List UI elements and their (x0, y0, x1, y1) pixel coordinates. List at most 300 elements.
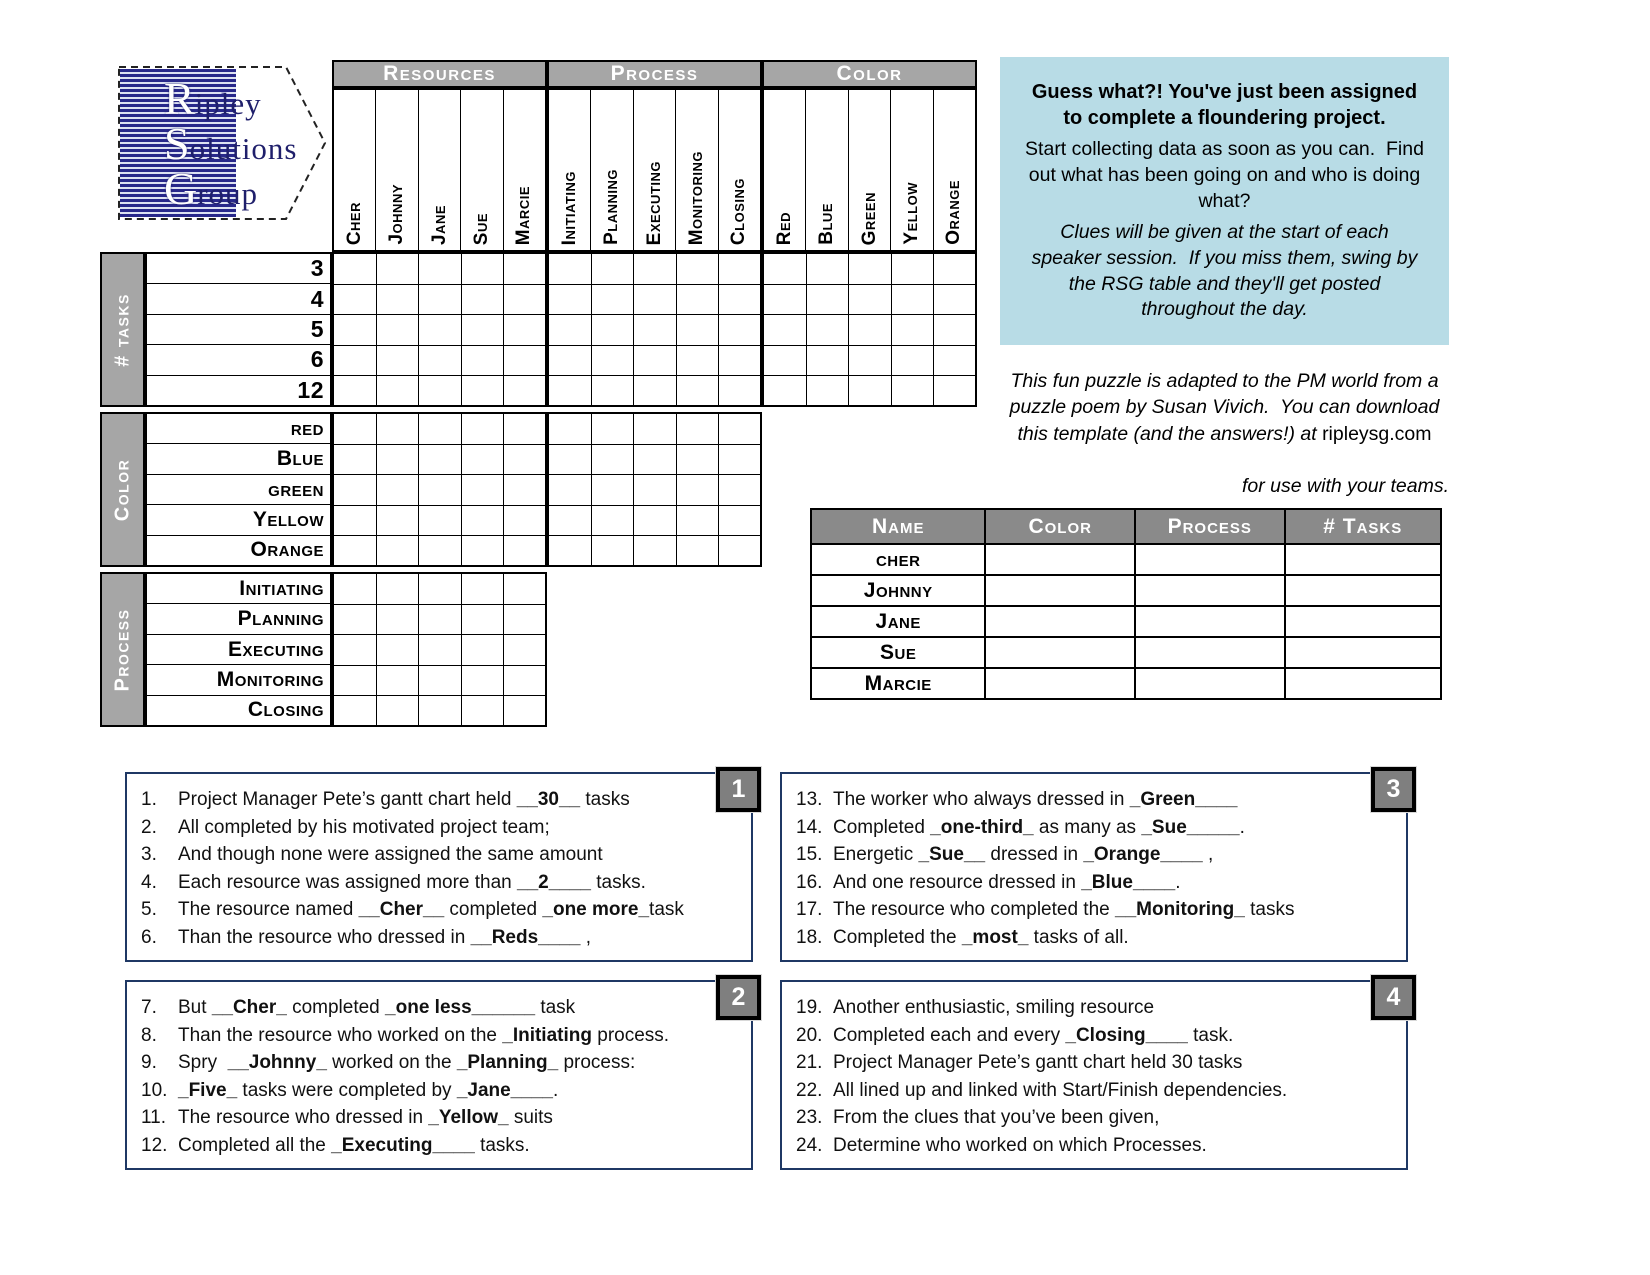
grid-cell[interactable] (591, 444, 633, 474)
grid-cell[interactable] (461, 284, 503, 314)
answer-table (810, 508, 1442, 700)
col-label-text: Planning (601, 169, 623, 245)
grid-cell[interactable] (376, 375, 418, 405)
grid-cell[interactable] (334, 505, 376, 535)
row-label-red: red (147, 414, 330, 444)
clue-4 (141, 869, 745, 897)
clue-number: 19. (796, 997, 823, 1018)
clue-20 (796, 1022, 1400, 1050)
col-label-closing (718, 90, 760, 250)
grid-cell[interactable] (549, 375, 591, 405)
row-group-band-tasks (100, 252, 145, 407)
grid-cell[interactable] (806, 375, 848, 405)
grid-cell[interactable] (334, 375, 376, 405)
grid-cell[interactable] (418, 314, 460, 344)
answer-blank-cell[interactable] (984, 574, 1134, 605)
col-group-header-resources: Resources (332, 60, 547, 88)
grid-cell[interactable] (376, 535, 418, 565)
grid-cell[interactable] (891, 284, 933, 314)
grid-cell[interactable] (764, 345, 806, 375)
grid-cell[interactable] (418, 634, 460, 664)
grid-cell[interactable] (503, 474, 545, 504)
grid-cell[interactable] (418, 474, 460, 504)
grid-cell[interactable] (806, 345, 848, 375)
grid-cell[interactable] (764, 284, 806, 314)
logo-word-rest: roup (197, 176, 259, 211)
grid-cell[interactable] (334, 345, 376, 375)
grid-cell[interactable] (591, 254, 633, 284)
cell-block-color-resources (332, 412, 547, 567)
clue-text-segment: All lined up and linked with Start/Finish dependencies. (833, 1079, 1288, 1101)
row-labels-tasks (145, 252, 332, 407)
answer-blank-cell[interactable] (1284, 605, 1441, 636)
grid-cell[interactable] (676, 505, 718, 535)
grid-cell[interactable] (718, 314, 760, 344)
clue-text-segment: Completed the (833, 926, 962, 948)
grid-cell[interactable] (503, 665, 545, 695)
grid-cell[interactable] (418, 254, 460, 284)
grid-cell[interactable] (503, 284, 545, 314)
answer-blank-cell[interactable] (1134, 605, 1284, 636)
grid-cell[interactable] (334, 444, 376, 474)
grid-cell[interactable] (376, 414, 418, 444)
grid-cell[interactable] (418, 505, 460, 535)
clue-text (178, 994, 575, 1022)
clue-text-segment: tasks of all. (1028, 926, 1129, 948)
grid-cell[interactable] (334, 414, 376, 444)
grid-cell[interactable] (633, 314, 675, 344)
clue-text-segment: And though none were assigned the same amount (178, 844, 603, 865)
grid-cell[interactable] (676, 345, 718, 375)
grid-cell[interactable] (718, 414, 760, 444)
grid-cell[interactable] (418, 604, 460, 634)
grid-cell[interactable] (891, 254, 933, 284)
clue-box-4 (780, 980, 1408, 1170)
grid-cell[interactable] (591, 474, 633, 504)
grid-cell[interactable] (591, 414, 633, 444)
answer-name-cell: Jane (812, 605, 984, 636)
grid-cell[interactable] (503, 414, 545, 444)
grid-cell[interactable] (891, 345, 933, 375)
clue-number: 22. (796, 1079, 823, 1101)
clue-number: 3. (141, 844, 157, 865)
answer-table-header-row (812, 510, 1440, 543)
answer-blank-cell[interactable] (984, 605, 1134, 636)
row-label-orange: Orange (250, 538, 324, 562)
cell-block-tasks-color (762, 252, 977, 407)
clue-text (833, 814, 1245, 842)
grid-cell[interactable] (591, 284, 633, 314)
col-label-text: Blue (816, 203, 838, 245)
grid-cell[interactable] (418, 535, 460, 565)
answer-blank-cell[interactable] (1284, 636, 1441, 667)
grid-cell[interactable] (718, 375, 760, 405)
grid-cell[interactable] (503, 634, 545, 664)
grid-cell[interactable] (718, 535, 760, 565)
clue-text (178, 896, 684, 924)
grid-cell[interactable] (461, 444, 503, 474)
grid-cell[interactable] (503, 444, 545, 474)
clue-23 (796, 1104, 1400, 1132)
cell-block-tasks-resources (332, 252, 547, 407)
col-label-monitoring (675, 90, 717, 250)
grid-cell[interactable] (848, 345, 890, 375)
grid-cell[interactable] (848, 254, 890, 284)
clue-14 (796, 814, 1400, 842)
grid-cell[interactable] (503, 345, 545, 375)
grid-cell[interactable] (633, 414, 675, 444)
row-labels-process (145, 572, 332, 727)
answer-row-sue (812, 636, 1440, 667)
col-labels-color (762, 88, 977, 252)
clue-text (178, 1077, 558, 1105)
answer-header-color: Color (984, 510, 1134, 543)
grid-cell[interactable] (676, 535, 718, 565)
grid-cell[interactable] (334, 535, 376, 565)
grid-cell[interactable] (418, 444, 460, 474)
clue-box-3 (780, 772, 1408, 962)
col-labels-process (547, 88, 762, 252)
grid-cell[interactable] (591, 375, 633, 405)
grid-cell[interactable] (848, 314, 890, 344)
grid-cell[interactable] (764, 375, 806, 405)
col-label-cher (334, 90, 375, 250)
answer-blank-cell[interactable] (984, 543, 1134, 574)
clue-number: 16. (796, 871, 823, 893)
grid-cell[interactable] (334, 474, 376, 504)
grid-cell[interactable] (376, 284, 418, 314)
grid-cell[interactable] (891, 375, 933, 405)
grid-cell[interactable] (718, 444, 760, 474)
clue-answer-blank: _one less______ (385, 997, 536, 1018)
clue-number: 24. (796, 1134, 823, 1156)
answer-name-cell: cher (812, 543, 984, 574)
grid-cell[interactable] (503, 314, 545, 344)
clue-text-segment: Than the resource who worked on the (178, 1024, 503, 1046)
grid-cell[interactable] (334, 634, 376, 664)
clue-text (178, 1049, 635, 1077)
clue-text-segment: , (1202, 844, 1214, 865)
grid-cell[interactable] (334, 314, 376, 344)
grid-cell[interactable] (376, 604, 418, 634)
col-label-text: Closing (728, 177, 750, 245)
grid-cell[interactable] (764, 254, 806, 284)
grid-cell[interactable] (718, 345, 760, 375)
info-box-italic-note: Clues will be given at the start of each speaker session. If you miss them, swing by the RSG table and they'll get posted throughout the day. (1031, 221, 1423, 321)
grid-cell[interactable] (549, 284, 591, 314)
answer-blank-cell[interactable] (1134, 667, 1284, 698)
grid-cell[interactable] (933, 375, 975, 405)
clue-text-segment: Completed each and every (833, 1024, 1066, 1046)
clue-answer-blank: _Blue____ (1081, 871, 1176, 893)
grid-cell[interactable] (549, 474, 591, 504)
clue-box-badge-4: 4 (1371, 975, 1416, 1020)
clue-text (833, 1049, 1242, 1077)
info-box (1000, 57, 1449, 345)
col-label-blue (805, 90, 847, 250)
grid-cell[interactable] (503, 574, 545, 604)
grid-cell[interactable] (503, 604, 545, 634)
grid-cell[interactable] (503, 505, 545, 535)
grid-cell[interactable] (503, 535, 545, 565)
row-label-12: 12 (297, 376, 324, 403)
grid-cell[interactable] (461, 665, 503, 695)
grid-cell[interactable] (591, 535, 633, 565)
grid-cell[interactable] (376, 254, 418, 284)
clue-text-segment: Spry (178, 1052, 228, 1073)
grid-cell[interactable] (503, 695, 545, 725)
grid-cell[interactable] (334, 604, 376, 634)
answer-blank-cell[interactable] (1134, 543, 1284, 574)
grid-cell[interactable] (848, 375, 890, 405)
clue-text-segment: process. (591, 1024, 670, 1046)
grid-cell[interactable] (676, 474, 718, 504)
clue-number: 14. (796, 816, 823, 838)
clue-answer-blank: __2____ (517, 871, 591, 893)
clue-6 (141, 924, 745, 952)
grid-cell[interactable] (461, 634, 503, 664)
clue-number: 18. (796, 926, 823, 948)
clue-text (178, 924, 591, 952)
clue-19 (796, 994, 1400, 1022)
clue-9 (141, 1049, 745, 1077)
grid-cell[interactable] (376, 665, 418, 695)
row-labels-color (145, 412, 332, 567)
grid-cell[interactable] (461, 604, 503, 634)
answer-header-process: Process (1134, 510, 1284, 543)
clue-text-segment: task (535, 997, 576, 1018)
cell-block-color-process (547, 412, 762, 567)
grid-cell[interactable] (806, 254, 848, 284)
clue-text-segment: tasks. (590, 871, 646, 893)
grid-cell[interactable] (461, 505, 503, 535)
col-label-text: Sue (470, 212, 492, 245)
col-label-text: Orange (943, 180, 965, 245)
clue-text-segment: The resource who completed the (833, 899, 1115, 920)
clue-3 (141, 841, 745, 869)
grid-cell[interactable] (764, 314, 806, 344)
grid-cell[interactable] (633, 505, 675, 535)
grid-cell[interactable] (633, 284, 675, 314)
clue-number: 12. (141, 1134, 168, 1156)
grid-cell[interactable] (461, 314, 503, 344)
grid-cell[interactable] (461, 574, 503, 604)
grid-cell[interactable] (633, 254, 675, 284)
grid-cell[interactable] (676, 414, 718, 444)
grid-cell[interactable] (676, 444, 718, 474)
row-group-band-label: Process (111, 608, 133, 691)
clue-text-segment: process: (558, 1052, 636, 1073)
clue-17 (796, 896, 1400, 924)
clue-text (178, 1022, 669, 1050)
grid-cell[interactable] (676, 284, 718, 314)
logo-word-rest: olutions (189, 131, 298, 166)
clue-21 (796, 1049, 1400, 1077)
clue-text-segment: The resource who dressed in (178, 1107, 429, 1128)
clue-text-segment: tasks were completed by (237, 1079, 457, 1101)
grid-cell[interactable] (549, 314, 591, 344)
grid-cell[interactable] (549, 254, 591, 284)
grid-cell[interactable] (461, 375, 503, 405)
grid-cell[interactable] (418, 284, 460, 314)
clue-number: 5. (141, 899, 157, 920)
grid-cell[interactable] (461, 414, 503, 444)
col-label-initiating (549, 90, 590, 250)
answer-row-cher (812, 543, 1440, 574)
grid-cell[interactable] (334, 574, 376, 604)
grid-cell[interactable] (418, 574, 460, 604)
clue-text-segment: The resource named (178, 899, 359, 920)
grid-cell[interactable] (933, 314, 975, 344)
clue-text-segment: task (649, 899, 684, 920)
grid-cell[interactable] (461, 695, 503, 725)
clue-22 (796, 1077, 1400, 1105)
clue-text-segment: The worker who always dressed in (833, 789, 1130, 810)
grid-cell[interactable] (933, 284, 975, 314)
answer-blank-cell[interactable] (1134, 574, 1284, 605)
grid-cell[interactable] (418, 695, 460, 725)
clue-answer-blank: _Green____ (1129, 789, 1238, 810)
grid-cell[interactable] (461, 345, 503, 375)
col-label-text: Red (773, 211, 795, 245)
grid-cell[interactable] (461, 535, 503, 565)
grid-cell[interactable] (806, 314, 848, 344)
grid-cell[interactable] (676, 314, 718, 344)
grid-cell[interactable] (633, 345, 675, 375)
grid-cell[interactable] (633, 474, 675, 504)
answer-name-cell: Sue (812, 636, 984, 667)
grid-cell[interactable] (376, 444, 418, 474)
grid-cell[interactable] (549, 505, 591, 535)
grid-cell[interactable] (718, 284, 760, 314)
clue-answer-blank: _Jane____ (456, 1079, 553, 1101)
answer-row-marcie (812, 667, 1440, 698)
clue-text-segment: . (1239, 816, 1245, 838)
clue-text-segment: Completed all the (178, 1134, 332, 1156)
grid-cell[interactable] (334, 254, 376, 284)
clue-text (833, 1104, 1159, 1132)
grid-cell[interactable] (676, 375, 718, 405)
clue-18 (796, 924, 1400, 952)
clue-text (178, 1104, 553, 1132)
grid-cell[interactable] (676, 254, 718, 284)
clue-answer-blank: _Five_ (178, 1079, 238, 1101)
logo-initial-letter: R (164, 73, 195, 124)
answer-blank-cell[interactable] (984, 636, 1134, 667)
col-label-text: Monitoring (685, 150, 707, 245)
answer-blank-cell[interactable] (1284, 667, 1441, 698)
row-label-executing: Executing (147, 635, 330, 665)
grid-cell[interactable] (549, 444, 591, 474)
grid-cell[interactable] (376, 314, 418, 344)
grid-cell[interactable] (376, 474, 418, 504)
grid-cell[interactable] (633, 535, 675, 565)
grid-cell[interactable] (334, 665, 376, 695)
grid-cell[interactable] (591, 505, 633, 535)
answer-blank-cell[interactable] (1134, 636, 1284, 667)
answer-blank-cell[interactable] (1284, 574, 1441, 605)
grid-cell[interactable] (891, 314, 933, 344)
clue-answer-blank: _Initiating (502, 1024, 592, 1046)
grid-cell[interactable] (591, 345, 633, 375)
grid-cell[interactable] (633, 375, 675, 405)
grid-cell[interactable] (418, 345, 460, 375)
grid-cell[interactable] (418, 665, 460, 695)
col-label-text: Jane (428, 204, 450, 245)
grid-cell[interactable] (933, 345, 975, 375)
clue-answer-blank: _Sue__ (918, 844, 986, 865)
col-label-johnny (375, 90, 417, 250)
grid-cell[interactable] (848, 284, 890, 314)
clue-text (178, 786, 630, 814)
clue-text-segment: worked on the (326, 1052, 457, 1073)
grid-cell[interactable] (376, 695, 418, 725)
grid-cell[interactable] (461, 474, 503, 504)
grid-cell[interactable] (718, 254, 760, 284)
answer-name-cell: Johnny (812, 574, 984, 605)
clue-number: 23. (796, 1107, 823, 1128)
grid-cell[interactable] (461, 254, 503, 284)
grid-cell[interactable] (718, 505, 760, 535)
clue-text-segment: completed (286, 997, 386, 1018)
col-label-yellow (890, 90, 932, 250)
clue-answer-blank: _Planning_ (456, 1052, 559, 1073)
clue-text (833, 786, 1238, 814)
clue-number: 13. (796, 789, 823, 810)
grid-cell[interactable] (418, 414, 460, 444)
grid-cell[interactable] (549, 535, 591, 565)
grid-cell[interactable] (549, 414, 591, 444)
clue-box-badge-3: 3 (1371, 767, 1416, 812)
info-box-body: Start collecting data as soon as you can. Find out what has been going on and who is doing what? (1025, 138, 1430, 212)
clue-number: 6. (141, 926, 157, 948)
grid-cell[interactable] (334, 284, 376, 314)
clue-box-badge-2: 2 (716, 975, 761, 1020)
cell-block-tasks-process (547, 252, 762, 407)
grid-cell[interactable] (549, 345, 591, 375)
grid-cell[interactable] (376, 505, 418, 535)
grid-cell[interactable] (718, 474, 760, 504)
row-group-band-color (100, 412, 145, 567)
clue-text (833, 1022, 1233, 1050)
clue-text-segment: Each resource was assigned more than (178, 871, 518, 893)
answer-blank-cell[interactable] (984, 667, 1134, 698)
grid-cell[interactable] (376, 574, 418, 604)
grid-cell[interactable] (418, 375, 460, 405)
grid-cell[interactable] (503, 375, 545, 405)
answer-blank-cell[interactable] (1284, 543, 1441, 574)
col-label-red (764, 90, 805, 250)
grid-cell[interactable] (376, 345, 418, 375)
grid-cell[interactable] (633, 444, 675, 474)
clue-text-segment: Project Manager Pete’s gantt chart held (178, 789, 517, 810)
grid-cell[interactable] (806, 284, 848, 314)
clue-text-segment: . (552, 1079, 559, 1101)
clue-number: 4. (141, 871, 157, 893)
grid-cell[interactable] (376, 634, 418, 664)
grid-cell[interactable] (933, 254, 975, 284)
clue-answer-blank: __30__ (516, 789, 581, 810)
clue-text-segment: tasks. (474, 1134, 530, 1156)
clue-text (833, 841, 1213, 869)
row-label-initiating: Initiating (147, 574, 330, 604)
grid-cell[interactable] (503, 254, 545, 284)
grid-cell[interactable] (591, 314, 633, 344)
clue-box-badge-1: 1 (716, 767, 761, 812)
grid-cell[interactable] (334, 695, 376, 725)
clue-text-segment: suits (508, 1107, 553, 1128)
clue-11 (141, 1104, 745, 1132)
